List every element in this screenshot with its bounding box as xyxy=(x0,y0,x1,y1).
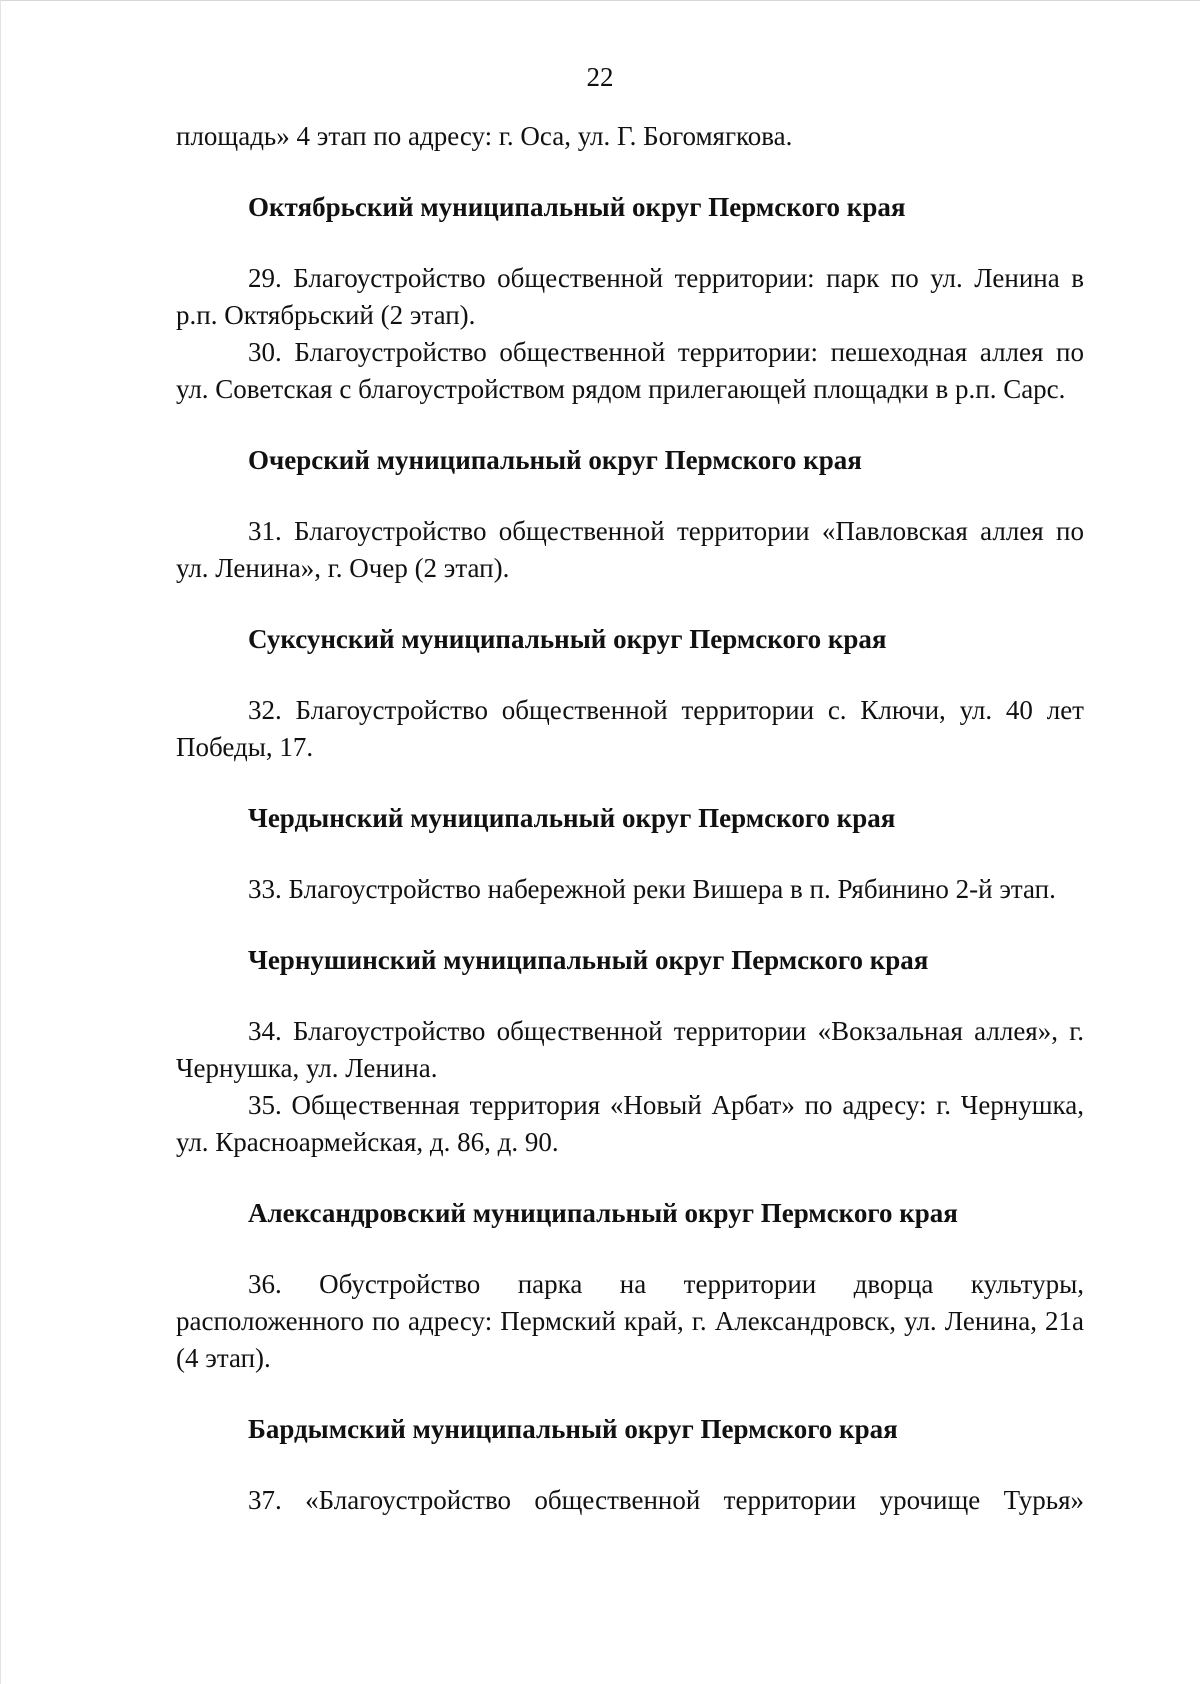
list-item: 37. «Благоустройство общественной территории урочище Турья» xyxy=(248,1485,1084,1515)
section-heading: Суксунский муниципальный округ Пермского края xyxy=(248,624,887,654)
page-number: 22 xyxy=(586,62,614,92)
list-item: 35. Общественная территория «Новый Арбат» по адресу: г. Чернушка, ул. Красноармейская, д. 86, д. 90. xyxy=(176,1090,1084,1157)
intro-line: площадь» 4 этап по адресу: г. Оса, ул. Г. Богомягкова. xyxy=(176,121,793,151)
section-heading: Очерский муниципальный округ Пермского края xyxy=(248,445,862,475)
section-heading: Октябрьский муниципальный округ Пермского края xyxy=(248,192,906,222)
section-chernushinsky xyxy=(176,942,1084,1161)
list-item: 36. Обустройство парка на территории дворца культуры, расположенного по адресу: Пермский край, г. Александровск, ул. Ленина, 21а (4 этап). xyxy=(176,1269,1084,1373)
section-cherdynsky xyxy=(176,800,1084,908)
list-item: 31. Благоустройство общественной территории «Павловская аллея по ул. Ленина», г. Очер (2 этап). xyxy=(176,516,1084,583)
section-heading: Чердынский муниципальный округ Пермского края xyxy=(248,803,896,833)
section-aleksandrovsky xyxy=(176,1195,1084,1377)
list-item: 34. Благоустройство общественной территории «Вокзальная аллея», г. Чернушка, ул. Ленина. xyxy=(176,1016,1084,1083)
section-bardymsky xyxy=(176,1411,1084,1519)
list-item: 30. Благоустройство общественной территории: пешеходная аллея по ул. Советская с благоустройством рядом прилегающей площадки в р.п. Сарс. xyxy=(176,337,1084,404)
section-heading: Чернушинский муниципальный округ Пермского края xyxy=(248,945,929,975)
list-item: 33. Благоустройство набережной реки Вишера в п. Рябинино 2-й этап. xyxy=(248,874,1056,904)
section-heading: Александровский муниципальный округ Пермского края xyxy=(248,1198,958,1228)
section-heading: Бардымский муниципальный округ Пермского края xyxy=(248,1414,898,1444)
list-item: 32. Благоустройство общественной территории с. Ключи, ул. 40 лет Победы, 17. xyxy=(176,695,1084,762)
section-oktyabrsky xyxy=(176,189,1084,408)
section-ochersky xyxy=(176,442,1084,587)
list-item: 29. Благоустройство общественной территории: парк по ул. Ленина в р.п. Октябрьский (2 этап). xyxy=(176,263,1084,330)
document-body xyxy=(176,118,1084,1519)
section-suksunsky xyxy=(176,621,1084,766)
